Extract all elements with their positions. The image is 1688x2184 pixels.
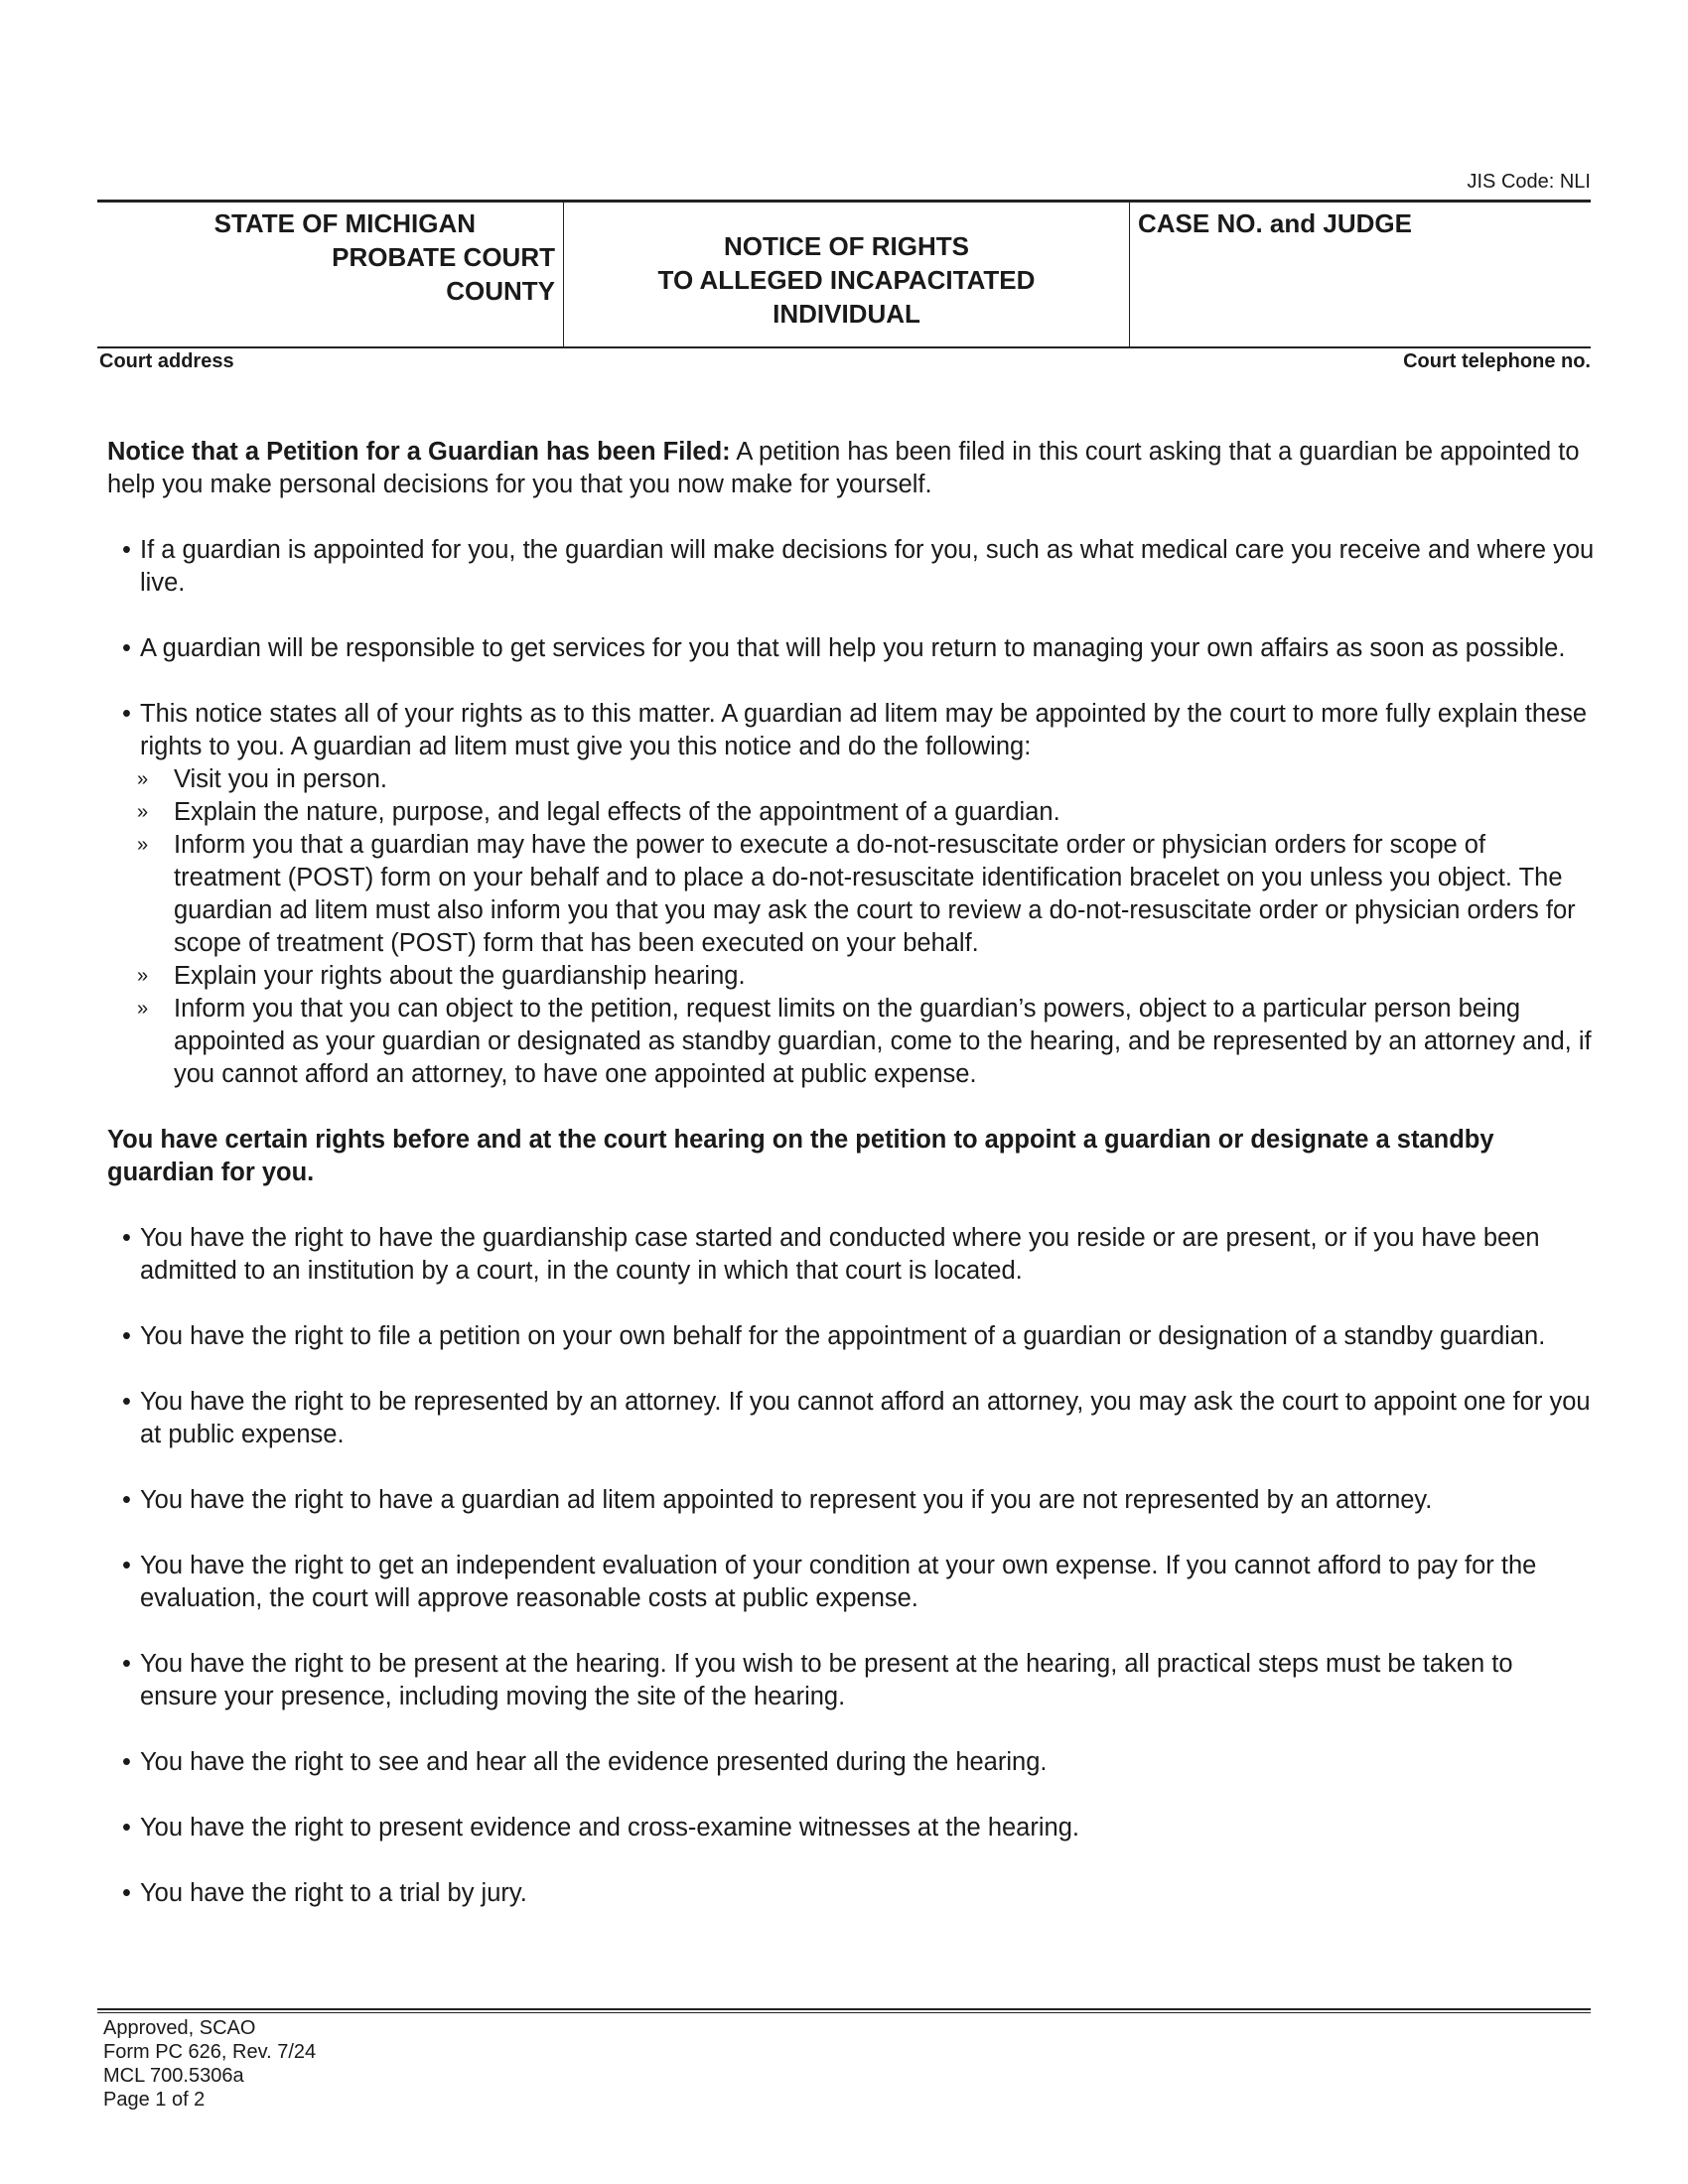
gal-duties-list <box>107 763 1597 1091</box>
court-block <box>97 203 564 346</box>
list-item: • You have the right to present evidence and cross-examine witnesses at the hearing. <box>107 1812 1597 1844</box>
title-line-3: INDIVIDUAL <box>773 299 920 329</box>
sub-list-item: » Inform you that a guardian may have the power to execute a do-not-resuscitate order or physician orders for scope of treatment (POST) form on your behalf and to place a do-not-resuscitate identification bracelet on you unless you object. The guardian ad litem must also inform you that you may ask the court to review a do-not-resuscitate order or physician orders for scope of treatment (POST) form that has been executed on your behalf. <box>107 829 1597 960</box>
list-item <box>107 698 1597 1091</box>
sub-list-item: » Explain your rights about the guardianship hearing. <box>107 960 1597 993</box>
notice-body <box>107 436 1597 1943</box>
rights-heading: You have certain rights before and at the court hearing on the petition to appoint a guardian or designate a standby guardian for you. <box>107 1126 1494 1186</box>
form-footer <box>103 2016 316 2112</box>
title-line-1: NOTICE OF RIGHTS <box>724 231 969 261</box>
approved-label: Approved, SCAO <box>103 2017 256 2039</box>
list-item: • You have the right to get an independent evaluation of your condition at your own expense. If you cannot afford to pay for the evaluation, the court will approve reasonable costs at public expense. <box>107 1550 1597 1615</box>
list-item: • You have the right to file a petition on your own behalf for the appointment of a guardian or designation of a standby guardian. <box>107 1320 1597 1353</box>
form-title <box>564 203 1130 346</box>
list-item: • You have the right to have the guardianship case started and conducted where you reside or are present, or if you have been admitted to an institution by a court, in the county in which that court is located. <box>107 1222 1597 1288</box>
guardian-bullets <box>107 534 1597 1091</box>
footer-divider <box>97 2008 1591 2013</box>
rights-bullets <box>107 1222 1597 1910</box>
court-telephone-label: Court telephone no. <box>1403 350 1591 372</box>
intro-heading: Notice that a Petition for a Guardian has been Filed: <box>107 438 731 466</box>
court-address-label: Court address <box>99 350 234 372</box>
court-label: PROBATE COURT <box>332 242 555 272</box>
state-label: STATE OF MICHIGAN <box>213 208 476 238</box>
list-item: • You have the right to be represented by an attorney. If you cannot afford an attorney, you may ask the court to appoint one for you at public expense. <box>107 1386 1597 1451</box>
list-item: • You have the right to have a guardian ad litem appointed to represent you if you are not represented by an attorney. <box>107 1484 1597 1517</box>
list-item-text: This notice states all of your rights as to this matter. A guardian ad litem may be appointed by the court to more fully explain these rights to you. A guardian ad litem must give you this notice and do the following: <box>140 700 1588 760</box>
sub-list-item: » Visit you in person. <box>107 763 1597 796</box>
form-number: Form PC 626, Rev. 7/24 <box>103 2041 317 2063</box>
jis-code: JIS Code: NLI <box>1467 171 1591 193</box>
list-item: • If a guardian is appointed for you, the guardian will make decisions for you, such as what medical care you receive and where you live. <box>107 534 1597 600</box>
sub-list-item: » Explain the nature, purpose, and legal effects of the appointment of a guardian. <box>107 796 1597 829</box>
list-item: • You have the right to see and hear all the evidence presented during the hearing. <box>107 1746 1597 1779</box>
case-no-field[interactable] <box>1130 203 1591 346</box>
page-number: Page 1 of 2 <box>103 2089 206 2111</box>
case-label: CASE NO. and JUDGE <box>1138 208 1412 238</box>
form-header <box>97 200 1591 348</box>
list-item: • You have the right to be present at the hearing. If you wish to be present at the hearing, all practical steps must be taken to ensure your presence, including moving the site of the hearing. <box>107 1648 1597 1713</box>
title-line-2: TO ALLEGED INCAPACITATED <box>657 265 1036 295</box>
sub-list-item: » Inform you that you can object to the petition, request limits on the guardian’s powers, object to a particular person being appointed as your guardian or designated as standby guardian, come to the hearing, and be represented by an attorney and, if you cannot afford an attorney, to have one appointed at public expense. <box>107 993 1597 1091</box>
intro-text: A petition has been filed in this court asking that a guardian be appointed to help you make personal decisions for you that you now make for yourself. <box>107 438 1580 498</box>
intro-paragraph <box>107 436 1597 501</box>
list-item: • A guardian will be responsible to get services for you that will help you return to managing your own affairs as soon as possible. <box>107 632 1597 665</box>
county-label: COUNTY <box>446 276 555 306</box>
list-item: • You have the right to a trial by jury. <box>107 1877 1597 1910</box>
mcl-reference: MCL 700.5306a <box>103 2065 244 2087</box>
